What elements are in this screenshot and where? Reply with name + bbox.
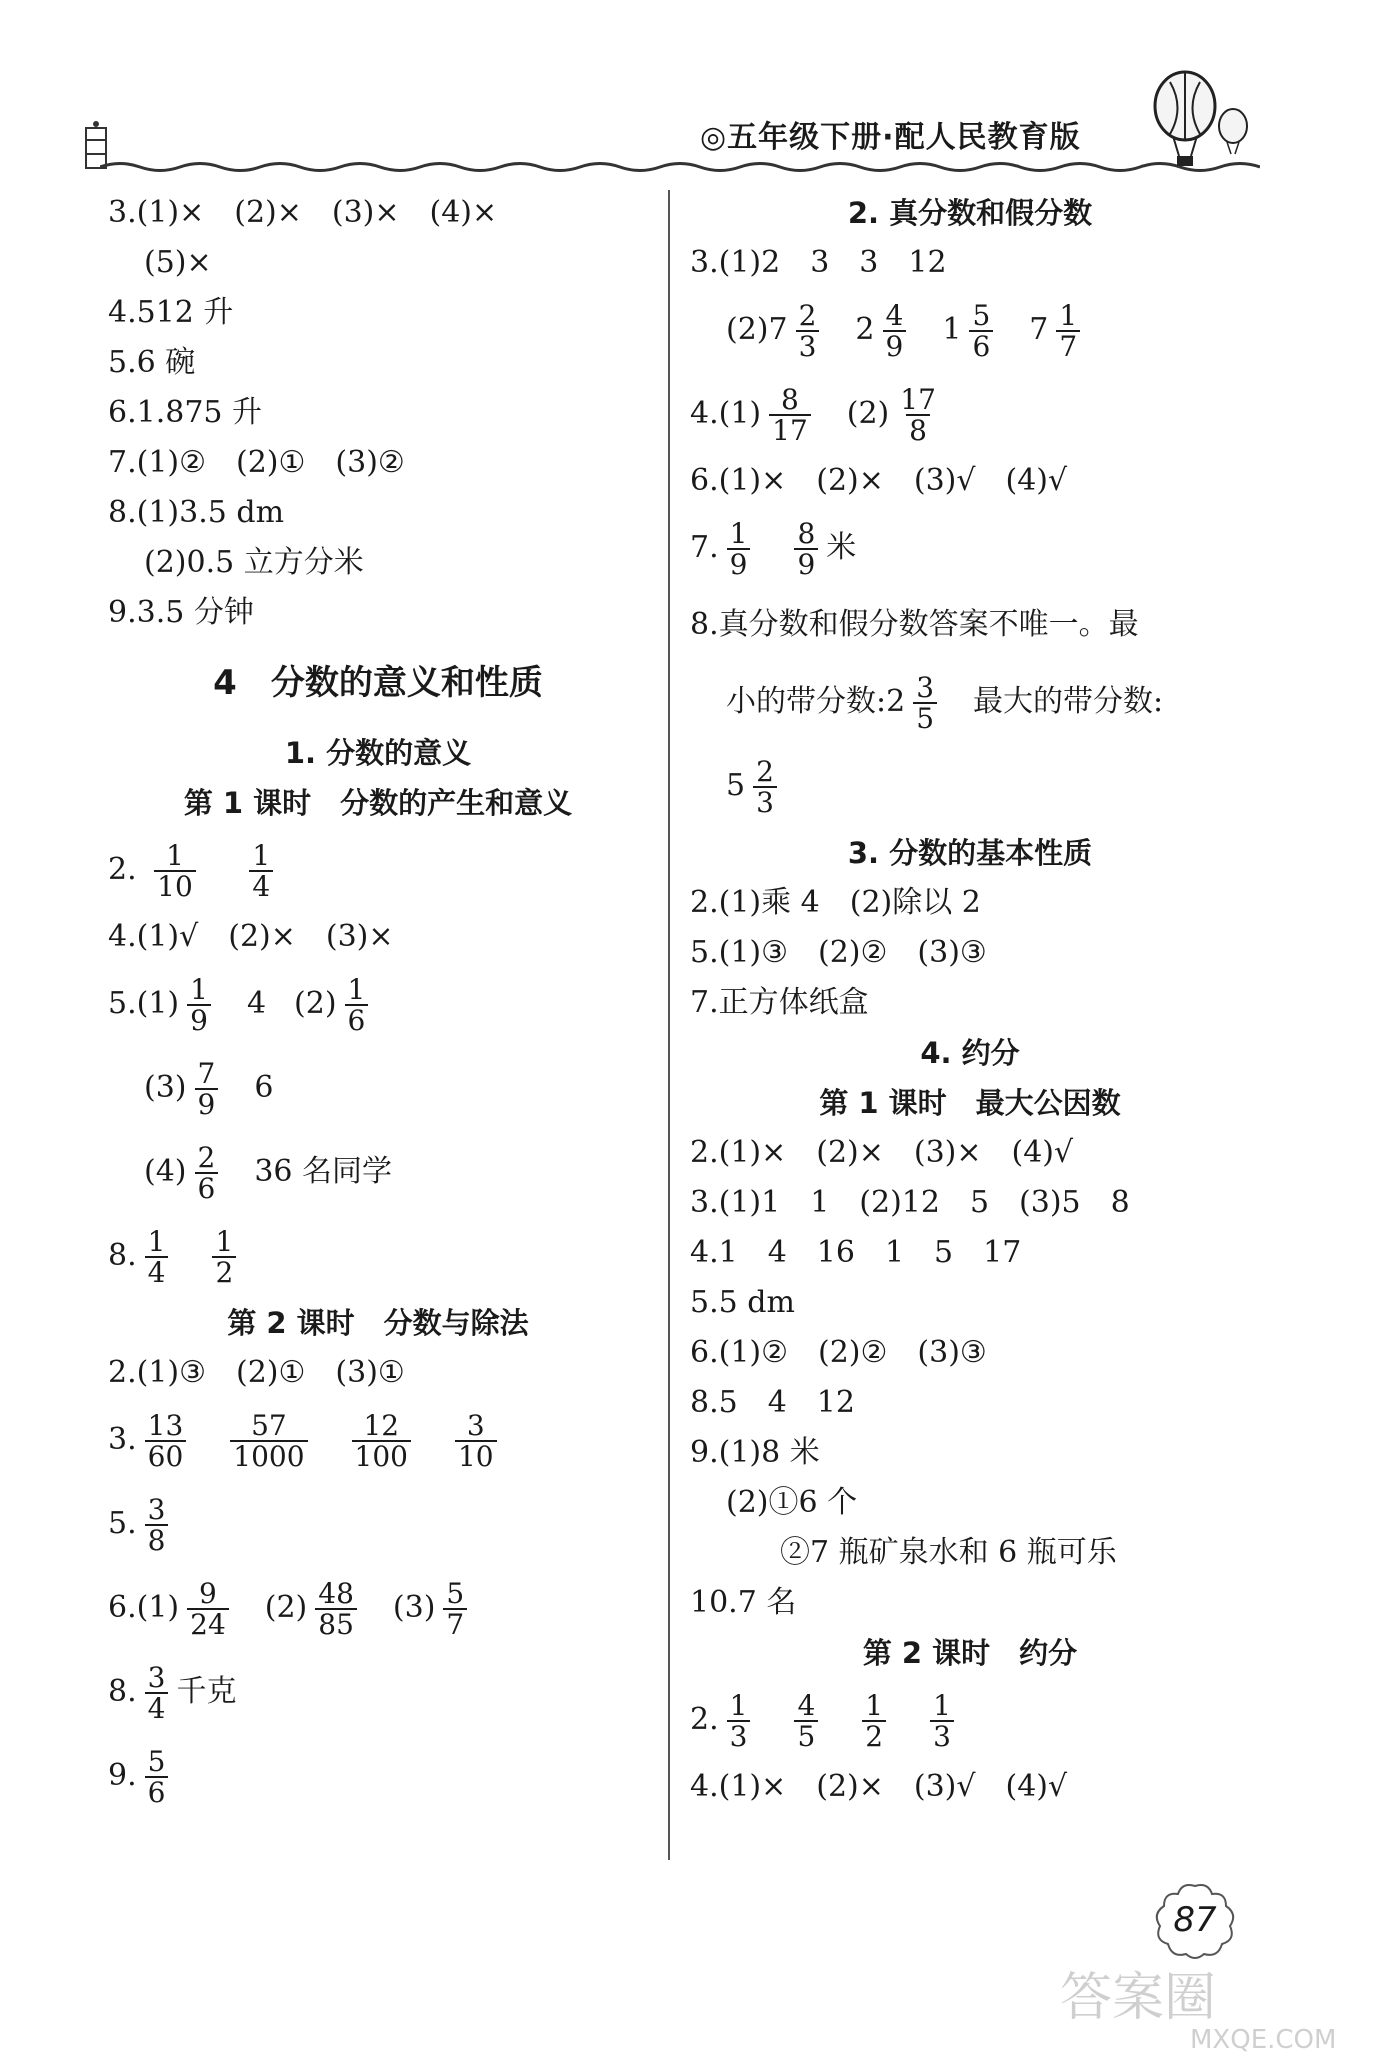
lesson-title: 第 1 课时 分数的产生和意义	[183, 786, 573, 820]
question-label: (3)	[144, 1070, 187, 1105]
question-label: 5.(1)	[108, 986, 180, 1021]
fraction: $\frac{8}{9}$	[794, 519, 818, 580]
answer-line	[690, 372, 1250, 456]
whole-number: 7	[1029, 312, 1049, 347]
value-text: 6	[254, 1070, 274, 1105]
question-label: 5.	[108, 1506, 137, 1541]
fraction: $\frac{9}{24}$	[187, 1579, 229, 1640]
fraction: $\frac{13}{60}$	[145, 1411, 187, 1472]
answer-line: 6.1.875 升	[108, 395, 263, 430]
value-text: 米	[826, 530, 857, 565]
answer-line: 4.(1)× (2)× (3)√ (4)√	[690, 1769, 1068, 1804]
answer-line	[108, 1130, 648, 1214]
question-label: 8.	[108, 1674, 137, 1709]
answer-line: 2.(1)③ (2)① (3)①	[108, 1355, 405, 1390]
answer-line: 10.7 名	[690, 1585, 797, 1620]
answer-line	[108, 1734, 648, 1818]
fraction: $\frac{1}{7}$	[1056, 301, 1080, 362]
chapter-title: 4 分数的意义和性质	[213, 663, 543, 703]
lesson-title: 第 2 课时 分数与除法	[227, 1306, 529, 1340]
fraction: $\frac{2}{3}$	[796, 301, 820, 362]
answer-line: 8.真分数和假分数答案不唯一。最	[690, 607, 1139, 642]
answer-line: 5.(1)③ (2)② (3)③	[690, 935, 987, 970]
answer-line: 8.5 4 12	[690, 1385, 855, 1420]
answer-line: 6.(1)② (2)② (3)③	[690, 1335, 987, 1370]
answer-line	[690, 288, 1250, 372]
question-label: (2)	[264, 1590, 308, 1625]
answer-line: 6.(1)× (2)× (3)√ (4)√	[690, 463, 1068, 498]
fraction: $\frac{1}{6}$	[345, 975, 369, 1036]
value-text: 4	[246, 986, 267, 1021]
answer-line: 3.(1)2 3 3 12	[690, 245, 947, 280]
fraction: $\frac{48}{85}$	[315, 1579, 357, 1640]
lesson-title: 第 1 课时 最大公因数	[819, 1086, 1121, 1120]
fraction: $\frac{17}{8}$	[900, 382, 936, 447]
fraction: $\frac{3}{10}$	[455, 1411, 497, 1472]
watermark-logo	[1050, 1960, 1370, 2055]
answer-line	[108, 1566, 648, 1650]
fraction: $\frac{1}{10}$	[154, 841, 196, 902]
value-text: 36 名同学	[254, 1154, 393, 1189]
answer-line	[108, 1398, 648, 1482]
fraction: $\frac{2}{3}$	[753, 757, 777, 818]
answer-line: 3.(1)1 1 (2)12 5 (3)5 8	[690, 1185, 1130, 1220]
question-label: 3.	[108, 1422, 137, 1457]
question-label: 2.	[690, 1702, 719, 1737]
fraction: $\frac{1}{2}$	[212, 1227, 236, 1288]
fraction: $\frac{12}{100}$	[352, 1411, 411, 1472]
fraction: $\frac{5}{6}$	[969, 301, 993, 362]
question-label: (2)7	[726, 312, 788, 347]
svg-text:MXQE.COM: MXQE.COM	[1190, 2025, 1337, 2055]
value-text: 最大的带分数:	[973, 684, 1164, 719]
question-label: 6.(1)	[108, 1590, 180, 1625]
answer-line: 4.(1)√ (2)× (3)×	[108, 919, 394, 954]
answer-line: 4.512 升	[108, 295, 234, 330]
section-title: 1. 分数的意义	[284, 736, 472, 770]
fraction: $\frac{1}{4}$	[145, 1227, 169, 1288]
answer-line: 5.6 碗	[108, 345, 196, 380]
svg-text:答案圈: 答案圈	[1060, 1968, 1217, 2028]
answer-line	[690, 506, 1250, 590]
fraction: $\frac{7}{9}$	[195, 1059, 219, 1120]
answer-line	[690, 660, 1250, 744]
question-label: 9.	[108, 1758, 137, 1793]
fraction: $\frac{2}{6}$	[195, 1143, 219, 1204]
value-text: 千克	[176, 1674, 237, 1709]
answer-line	[690, 744, 1250, 828]
question-label: 4.(1)	[690, 396, 762, 431]
whole-number: 2	[855, 312, 875, 347]
question-label: 7.	[690, 530, 719, 565]
column-divider	[668, 190, 670, 1860]
question-label: (2)	[294, 986, 337, 1021]
answer-line: (2)0.5 立方分米	[144, 545, 364, 580]
answer-line: 9.3.5 分钟	[108, 595, 254, 630]
answer-line: (5)×	[144, 245, 212, 280]
answer-line: 7.正方体纸盒	[690, 985, 869, 1020]
right-column	[690, 188, 1250, 1812]
question-label: 2.	[108, 852, 137, 887]
question-label: (2)	[846, 396, 890, 431]
answer-line: 8.(1)3.5 dm	[108, 495, 285, 530]
fraction: $\frac{8}{17}$	[769, 385, 811, 446]
fraction: $\frac{1}{9}$	[727, 519, 751, 580]
answer-line	[108, 1214, 648, 1298]
fraction: $\frac{5}{6}$	[145, 1747, 169, 1808]
answer-line: ②7 瓶矿泉水和 6 瓶可乐	[780, 1535, 1117, 1570]
fraction: $\frac{4}{9}$	[883, 301, 907, 362]
answer-line: 2.(1)× (2)× (3)× (4)√	[690, 1135, 1074, 1170]
answer-line: 3.(1)× (2)× (3)× (4)×	[108, 195, 498, 230]
fraction: $\frac{3}{5}$	[913, 673, 937, 734]
answer-line	[108, 1046, 648, 1130]
question-label: 8.	[108, 1238, 137, 1273]
answer-line	[108, 1482, 648, 1566]
answer-line: 5.5 dm	[690, 1285, 795, 1320]
fraction: $\frac{1}{2}$	[862, 1691, 886, 1752]
answer-line: (2)①6 个	[726, 1485, 858, 1520]
hot-air-balloon-icon	[1145, 68, 1255, 178]
answer-line: 7.(1)② (2)① (3)②	[108, 445, 405, 480]
whole-number: 5	[726, 768, 746, 803]
answer-line	[108, 828, 648, 912]
answer-line: 4.1 4 16 1 5 17	[690, 1235, 1022, 1270]
lesson-title: 第 2 课时 约分	[862, 1636, 1078, 1670]
answer-line	[108, 962, 648, 1046]
whole-number: 1	[942, 312, 962, 347]
section-title: 3. 分数的基本性质	[847, 836, 1093, 870]
fraction: $\frac{1}{4}$	[249, 841, 273, 902]
fraction: $\frac{4}{5}$	[794, 1691, 818, 1752]
section-title: 2. 真分数和假分数	[847, 196, 1093, 230]
header-wavy-rule	[100, 160, 1260, 174]
left-column	[108, 188, 648, 1818]
fraction: $\frac{5}{7}$	[443, 1579, 467, 1640]
fraction: $\frac{3}{8}$	[145, 1495, 169, 1556]
question-label: (3)	[392, 1590, 436, 1625]
answer-line	[690, 1678, 1250, 1762]
page-number: 87	[1173, 1900, 1217, 1940]
question-label: (4)	[144, 1154, 187, 1189]
answer-line: 2.(1)乘 4 (2)除以 2	[690, 885, 981, 920]
section-title: 4. 约分	[920, 1036, 1020, 1070]
question-label: 小的带分数:2	[726, 684, 906, 719]
fraction: $\frac{57}{1000}$	[230, 1411, 307, 1472]
answer-line	[108, 1650, 648, 1734]
fraction: $\frac{1}{3}$	[930, 1691, 954, 1752]
answer-line: 9.(1)8 米	[690, 1435, 820, 1470]
fraction: $\frac{1}{9}$	[187, 975, 211, 1036]
header-title: ◎五年级下册·配人民教育版	[700, 120, 1081, 155]
fraction: $\frac{1}{3}$	[727, 1691, 751, 1752]
fraction: $\frac{3}{4}$	[145, 1663, 169, 1724]
